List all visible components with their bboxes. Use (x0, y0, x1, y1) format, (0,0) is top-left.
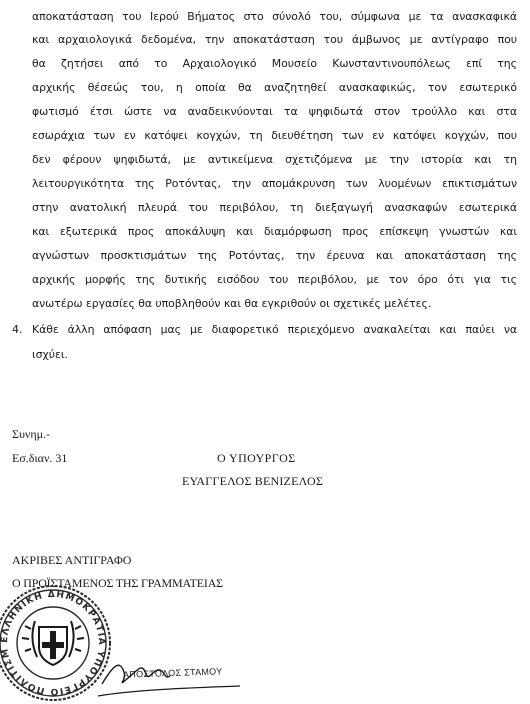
item-4-line: Κάθε άλλη απόφαση μας με διαφορετικό περιεχόμενο ανακαλείται και παύει να (32, 323, 517, 336)
item-4-line: ισχύει. (32, 348, 68, 361)
body-line: θα ζητήσει από το Αρχαιολογικό Μουσείο Κωνσταντινουπόλεως επί της (32, 57, 517, 70)
svg-text:ΕΛΛΗΝΙΚΗ ΔΗΜΟΚΡΑΤΙΑ ΥΠΟΥΡΓΕΙΟ: ΕΛΛΗΝΙΚΗ ΔΗΜΟΚΡΑΤΙΑ ΥΠΟΥΡΓΕΙΟ ΠΟΛΙΤΙΣΜ (0, 589, 107, 697)
enclosures-label: Συνημ.- (12, 427, 51, 441)
body-line: και εξωτερικά προς αποκάλυψη και διαμόρφωση προς επίσκεψη γνωστών και (32, 225, 517, 238)
signer-name: ΑΠΟΣΤΟΛΟΣ ΣΤΑΜΟΥ (122, 666, 223, 680)
body-line: αποκατάσταση του Ιερού Βήματος στο σύνολό του, σύμφωνα με τα ανασκαφικά (32, 10, 517, 23)
body-line: αγνώστων προσκτισμάτων της Ροτόντας, την έρευνα και αποκατάσταση της (32, 249, 517, 262)
body-line: εσωράχια των εν κατόψει κογχών, τη διευθέτηση των εν κατόψει κογχών, που (32, 129, 517, 142)
certified-copy-label: ΑΚΡΙΒΕΣ ΑΝΤΙΓΡΑΦΟ (12, 553, 132, 567)
item-4-number: 4. (12, 323, 23, 336)
body-line: δεν φέρουν ψηφιδωτά, με αντικείμενα σχετιζόμενα με την ιστορία και τη (32, 153, 517, 166)
body-line: αρχικής θέσεώς του, η οποία θα αναζητηθεί ανασκαφικώς, τον εσωτερικό (32, 81, 517, 94)
body-line: ανωτέρω εργασίες θα υποβληθούν και θα εγκριθούν οι σχετικές μελέτες. (32, 297, 432, 310)
body-line: και αρχαιολογικά δεδομένα, την αποκατάσταση του άμβωνος με αντίγραφο που (32, 33, 517, 46)
internal-distribution-label: Εσ.διαν. 31 (12, 451, 68, 465)
head-of-secretariat-label: Ο ΠΡΟΪΣΤΑΜΕΝΟΣ ΤΗΣ ΓΡΑΜΜΑΤΕΙΑΣ (12, 576, 223, 590)
body-line: αρχικής μορφής της δυτικής εισόδου του περιβόλου, με τον όρο ότι για τις (32, 273, 517, 286)
minister-title: Ο ΥΠΟΥΡΓΟΣ (217, 451, 296, 465)
body-line: στην ανατολική πλευρά του περιβόλου, τη διεξαγωγή ανασκαφών εσωτερικά (32, 201, 517, 214)
minister-name: ΕΥΑΓΓΕΛΟΣ ΒΕΝΙΖΕΛΟΣ (182, 474, 324, 488)
body-line: φωτισμό έτσι ώστε να αναδεικνύονται τα ψηφιδωτά στον τρούλλο και στα (32, 105, 517, 118)
body-line: λειτουργικότητα της Ροτόντας, την απομάκρυνση των λυομένων επικτισμάτων (32, 177, 517, 190)
